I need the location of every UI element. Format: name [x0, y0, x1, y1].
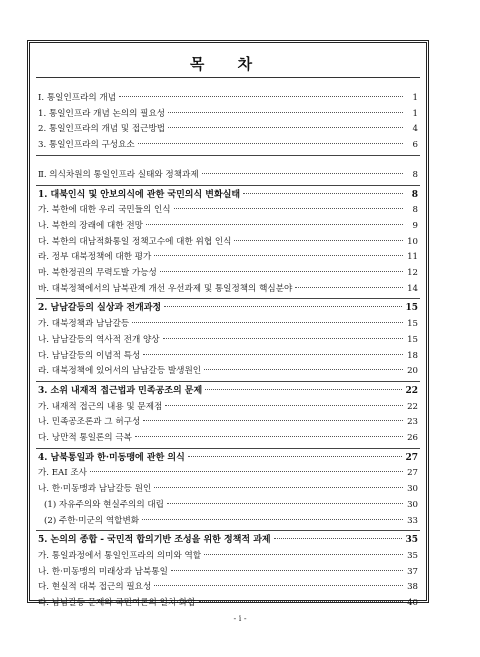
dot-leader [160, 271, 403, 272]
toc-entry-label: 가. 북한에 대한 우리 국민들의 인식 [38, 205, 171, 216]
toc-entry-page-number: 27 [405, 452, 418, 463]
toc-entry[interactable] [38, 415, 418, 429]
toc-entry-label: Ⅰ. 통일인프라의 개념 [38, 93, 117, 103]
toc-entry[interactable] [38, 549, 418, 563]
toc-entry-label: 나. 북한의 장래에 대한 전망 [38, 220, 143, 231]
toc-entry-label: 나. 한·미동맹과 남남갈등 원인 [38, 484, 152, 495]
dot-leader [295, 287, 403, 288]
toc-entry-label: (2) 주한·미군의 역할변화 [44, 515, 140, 526]
toc-entry[interactable] [38, 533, 418, 547]
toc-entry-page-number: 15 [407, 319, 418, 330]
toc-entry[interactable] [44, 514, 418, 528]
toc-entry-page-number: 9 [412, 220, 418, 231]
section-divider [36, 448, 420, 449]
toc-entry-page-number: 18 [407, 350, 418, 361]
toc-entry-page-number: 1 [412, 93, 418, 103]
dot-leader [174, 208, 403, 209]
section-divider [36, 530, 420, 531]
toc-entry-page-number: 15 [407, 334, 418, 345]
toc-entry-page-number: 30 [407, 499, 418, 510]
toc-entry-label: 바. 대북정책에서의 남북관계 개선 우선과제 및 통일정책의 핵심분야 [38, 283, 293, 294]
toc-frame [27, 40, 429, 608]
dot-leader [167, 503, 403, 504]
dot-leader [199, 601, 403, 602]
toc-entry-page-number: 8 [412, 169, 418, 180]
toc-entry-page-number: 12 [407, 268, 418, 278]
toc-entry[interactable] [38, 384, 418, 398]
dot-leader [138, 143, 403, 144]
dot-leader [119, 96, 403, 97]
dot-leader [146, 224, 403, 225]
toc-entry[interactable] [38, 122, 418, 136]
toc-entry-page-number: 26 [407, 433, 418, 443]
toc-entry[interactable] [38, 107, 418, 121]
page-number-footer: - i - [233, 614, 247, 623]
toc-entry-page-number: 30 [407, 484, 418, 495]
dot-leader [90, 471, 403, 472]
dot-leader [168, 127, 403, 128]
dot-leader [154, 585, 403, 586]
dot-leader [234, 240, 403, 241]
dot-leader [163, 338, 403, 339]
toc-entry[interactable] [38, 250, 418, 264]
toc-entry-label: 2. 남남갈등의 실상과 전개과정 [38, 303, 162, 314]
toc-entry-label: 가. 통일과정에서 통일인프라의 의미와 역할 [38, 550, 202, 561]
dot-leader [204, 369, 403, 370]
toc-entry[interactable] [38, 317, 418, 331]
toc-entry-page-number: 22 [407, 401, 418, 412]
section-divider [36, 185, 420, 186]
toc-entry-page-number: 8 [411, 189, 418, 200]
toc-entry-page-number: 10 [407, 236, 418, 247]
section-divider [36, 298, 420, 299]
dot-leader [154, 487, 403, 488]
toc-entry[interactable] [38, 266, 418, 280]
toc-entry-page-number: 23 [407, 417, 418, 428]
toc-entry-label: 다. 남남갈등의 이념적 특성 [38, 350, 141, 361]
toc-entry-label: 나. 남남갈등의 역사적 전개 양상 [38, 334, 160, 345]
toc-entry[interactable] [38, 451, 418, 465]
toc-entry-page-number: 4 [412, 124, 418, 135]
toc-entry[interactable] [38, 580, 418, 594]
toc-entry-page-number: 33 [407, 515, 418, 526]
toc-entry-label: 3. 통일인프라의 구성요소 [38, 140, 135, 151]
dot-leader [164, 306, 402, 307]
toc-entry[interactable] [38, 466, 418, 480]
toc-entry[interactable] [38, 235, 418, 249]
dot-leader [143, 420, 403, 421]
toc-entry[interactable] [38, 219, 418, 233]
toc-entry-label: 4. 남북통일과 한·미동맹에 관한 의식 [38, 452, 185, 463]
toc-entry[interactable] [38, 431, 418, 445]
toc-entry[interactable] [38, 364, 418, 378]
dot-leader [154, 255, 403, 256]
toc-entry-page-number: 35 [405, 535, 418, 546]
toc-entry-label: 1. 대북인식 및 안보의식에 관한 국민의식 변화실태 [38, 189, 241, 200]
dot-leader [171, 570, 403, 571]
dot-leader [165, 405, 403, 406]
dot-leader [142, 519, 403, 520]
toc-entry-page-number: 27 [407, 468, 418, 479]
toc-entry[interactable] [38, 91, 418, 105]
toc-entry[interactable] [38, 282, 418, 296]
toc-entry-page-number: 14 [407, 283, 418, 294]
toc-entry-label: 마. 북한정권의 무력도발 가능성 [38, 268, 157, 278]
toc-entry[interactable] [38, 168, 418, 182]
toc-entry[interactable] [38, 188, 418, 202]
toc-entry-label: (1) 자유주의와 현실주의의 대립 [44, 499, 164, 510]
toc-entry[interactable] [38, 482, 418, 496]
dot-leader [135, 436, 403, 437]
toc-entry-label: 3. 소위 내재적 접근법과 민족공조의 문제 [38, 385, 203, 396]
toc-entry-label: 다. 현실적 대북 접근의 필요성 [38, 582, 152, 593]
toc-entry-label: 1. 통일인프라 개념 논의의 필요성 [38, 108, 166, 119]
dot-leader [132, 322, 403, 323]
toc-entry[interactable] [38, 301, 418, 315]
dot-leader [188, 456, 403, 457]
toc-entry-label: 5. 논의의 종합 - 국민적 합의기반 조성을 위한 정책적 과제 [38, 535, 271, 546]
toc-entry[interactable] [38, 400, 418, 414]
dot-leader [205, 389, 402, 390]
toc-entry-label: 가. EAI 조사 [38, 468, 87, 479]
toc-entry-label: 가. 대북정책과 남남갈등 [38, 319, 130, 330]
toc-entry-label: 라. 대북정책에 있어서의 남남갈등 발생원인 [38, 366, 202, 377]
dot-leader [204, 554, 403, 555]
toc-entry[interactable] [44, 498, 418, 512]
toc-entry-label: Ⅱ. 의식차원의 통일인프라 실태와 정책과제 [38, 169, 199, 180]
toc-entry-page-number: 11 [407, 252, 418, 263]
toc-entry[interactable] [38, 565, 418, 579]
toc-entry-page-number: 15 [405, 303, 418, 314]
toc-entry-page-number: 1 [412, 108, 418, 119]
toc-entry[interactable] [38, 349, 418, 363]
toc-entry[interactable] [38, 138, 418, 152]
dot-leader [243, 193, 403, 194]
toc-entry-page-number: 35 [407, 550, 418, 561]
toc-entry-label: 2. 통일인프라의 개념 및 접근방법 [38, 124, 166, 135]
section-divider [36, 155, 420, 156]
toc-entry-label: 라. 정부 대북정책에 대한 평가 [38, 252, 152, 263]
toc-entry-page-number: 40 [407, 598, 418, 608]
toc-entry-page-number: 22 [405, 385, 418, 396]
toc-entry-label: 나. 민족공조론과 그 허구성 [38, 417, 141, 428]
toc-entry-page-number: 8 [412, 205, 418, 216]
section-divider [36, 381, 420, 382]
toc-entry-label: 라. 남남갈등 문제와 국민여론의 일치·화합 [38, 598, 196, 608]
toc-entry-label: 나. 한·미동맹의 미래상과 남북통일 [38, 566, 168, 577]
toc-entry-page-number: 20 [407, 366, 418, 377]
table-of-contents [30, 43, 426, 608]
dot-leader [202, 173, 403, 174]
toc-entry[interactable] [38, 596, 418, 610]
toc-entry-page-number: 6 [412, 140, 418, 151]
dot-leader [168, 112, 403, 113]
toc-entry-page-number: 38 [407, 582, 418, 593]
dot-leader [143, 354, 403, 355]
dot-leader [274, 538, 403, 539]
toc-entry-label: 가. 내재적 접근의 내용 및 문제점 [38, 401, 163, 412]
page-title: 목 차 [189, 55, 267, 73]
toc-entry[interactable] [38, 333, 418, 347]
toc-entry-page-number: 37 [407, 566, 418, 577]
toc-entry-label: 다. 낭만적 통일론의 극복 [38, 433, 132, 443]
toc-entry[interactable] [38, 203, 418, 217]
toc-entry-label: 다. 북한의 대남적화통일 정책고수에 대한 위협 인식 [38, 236, 232, 247]
